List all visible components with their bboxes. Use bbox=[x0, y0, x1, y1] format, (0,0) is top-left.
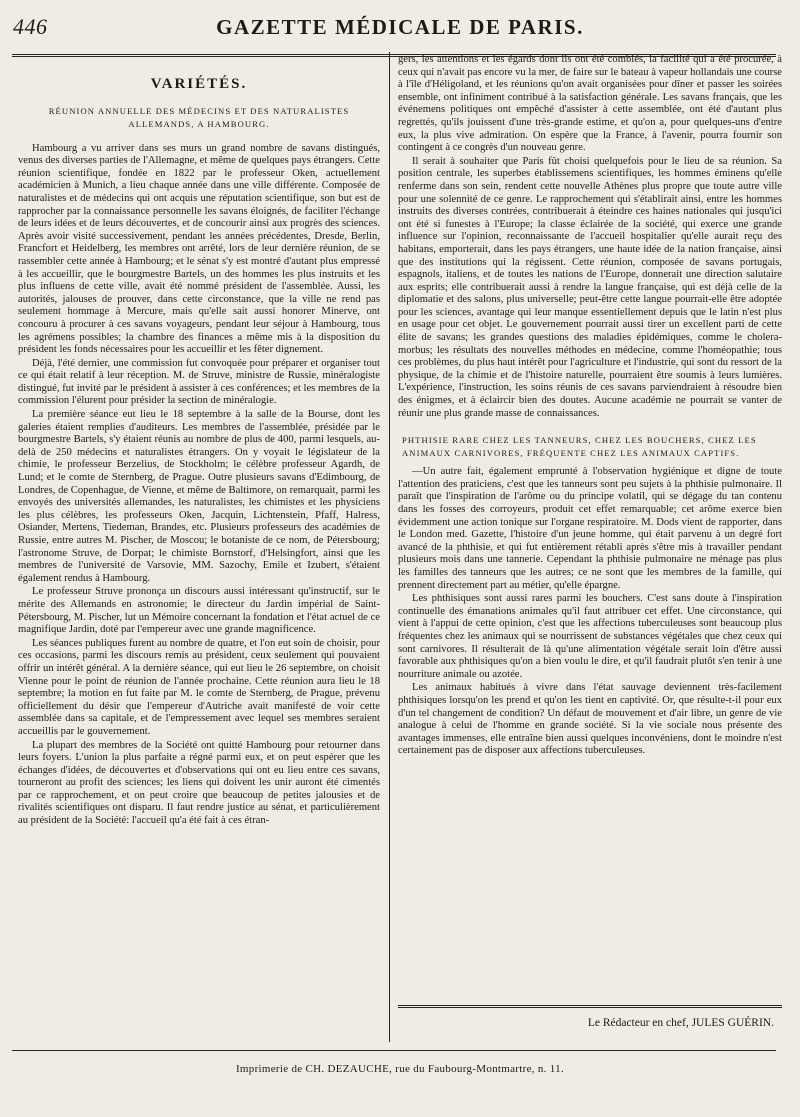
paragraph: —Un autre fait, également emprunté à l'observation hygiénique et digne de toute l'attention des praticiens, c'est que les tanneurs sont peu sujets à la phthisie pulmonaire. Il paraît que l'inspiration de l'arôme ou du principe volatil, qui se dégage du tan contenu dans les fosses des corroyeurs, produit cet effet remarquable; cet arôme exerce bien évidemment une action tonique sur l'organe respiratoire. M. Dods vient de rapporter, dans le London med. Gazette, l'histoire d'un jeune homme, qui était parvenu à un degré fort avancé de la phthisie, et qui fut entièrement rétabli après s'être mis à travailler pendant plusieurs mois dans une tannerie. Cependant la phthisie pulmonaire ne ménage pas plus les familles des tanneurs que les autres; ce ne sont que les membres de la famille, qui prennent directement part au métier, qu'elle épargne. bbox=[398, 466, 782, 591]
paragraph: gers, les attentions et les égards dont ils ont été comblés, la facilité qui a été procurée, à ceux qui n'avait pas encore vu la mer, de faire sur le bateau à vapeur hollandais une course à l'île d'Héligoland, et les réunions qu'on avait organisées pour dîner et passer les soirées ensemble, ont infiniment contribué à la satisfaction générale. Les savans français, que les événemens politiques ont empêché d'assister à cette assemblée, ont été d'autant plus regrettés, qu'ils jouissent d'une très-grande estime, et qu'on a, pour quelques-uns d'entre eux, la plus vive admiration. On espère que la France, à l'avenir, pourra fournir son contingent à ce congrès d'un nouveau genre. bbox=[398, 54, 782, 154]
paragraph: La première séance eut lieu le 18 septembre à la salle de la Bourse, dont les galeries étaient remplies d'auditeurs. Les membres de l'assemblée, présidée par le bourgmestre Bartels, s'y étaient réunis au nombre de plus de 400, parmi lesquels, au-delà de 250 médecins et naturalistes étrangers. On y voyait le législateur de la chimie, le professeur Berzelius, de Stockholm; le célèbre professeur Agardh, de Lund; et le comte de Sternberg, de Prague. Outre plusieurs savans d'Edimbourg, de Londres, de Copenhague, de Vienne, et même de Baltimore, on remarquait, parmi les envoyés des universités allemandes, les naturalistes, les chimistes et les physiciens les plus célèbres, les professeurs Oken, Jacquin, Lichtenstein, Pfaff, Halress, Osiander, Mertens, Tiedeman, Brandes, etc. Plusieurs professeurs des académies de Russie, entre autres M. Pischer, de Moscou; le botaniste de ce nom, de Pétersbourg; l'astronome Struve, de Dorpat; le chimiste Bornstorf, d'Helsingfort, ainsi que les membres de l'université de Varsovie, MM. Sazochy, Emile et Izubert, s'étaient également rendus à Hambourg. bbox=[18, 409, 380, 584]
column-divider bbox=[389, 52, 390, 1042]
closing-rule bbox=[398, 1005, 782, 1008]
paragraph: Les phthisiques sont aussi rares parmi les bouchers. C'est sans doute à l'inspiration continuelle des émanations animales qu'il faut attribuer cet effet. Une circonstance, qui vient à l'appui de cette opinion, c'est que les affections tuberculeuses sont beaucoup plus fréquentes chez les animaux qui se nourrissent de substances végétales que chez ceux qui sont carnivores. Il résulterait de là qu'une alimentation végétale serait loin d'être aussi favorable aux phthisiques qu'on a bien voulu le dire, et qu'il faudrait plutôt s'en tenir à une nourriture animale ou azotée. bbox=[398, 593, 782, 680]
footer-rule bbox=[12, 1050, 776, 1051]
page-number: 446 bbox=[13, 14, 48, 39]
paragraph: Les animaux habitués à vivre dans l'état sauvage deviennent très-facilement phthisiques lorsqu'on les prend et qu'on les tient en captivité. Or, que résulte-t-il pour eux d'un tel changement de condition? Un défaut de mouvement et d'air libre, un genre de vie analogue à celui de l'homme en grande société. Si la vie sociale nous présente des avantages immenses, elle entraîne bien aussi quelques inconvéniens, dont le moindre n'est certainement pas de disposer aux affections tuberculeuses. bbox=[398, 682, 782, 757]
page-header bbox=[0, 10, 800, 46]
article-subtitle: RÉUNION ANNUELLE DES MÉDECINS ET DES NATURALISTES ALLEMANDS, A HAMBOURG. bbox=[48, 105, 350, 129]
left-column bbox=[18, 54, 380, 1039]
right-column bbox=[398, 54, 782, 1019]
printer-imprint: Imprimerie de CH. DEZAUCHE, rue du Faubourg-Montmartre, n. 11. bbox=[235, 1063, 565, 1075]
gazette-title: GAZETTE MÉDICALE DE PARIS. bbox=[216, 15, 584, 39]
article-title: PHTHISIE RARE CHEZ LES TANNEURS, CHEZ LES BOUCHERS, CHEZ LES ANIMAUX CARNIVORES, FRÉQUENTE CHEZ LES ANIMAUX CAPTIFS. bbox=[402, 435, 757, 459]
editor-signature: Le Rédacteur en chef, JULES GUÉRIN. bbox=[587, 1017, 774, 1029]
paragraph: Déjà, l'été dernier, une commission fut convoquée pour préparer et organiser tout ce qui était relatif à leur réception. M. de Struve, ministre de Russie, minéralogiste distingué, fut invité par le président à assister à ces conférences; et les membres de la commission l'élurent pour présider la section de minéralogie. bbox=[18, 357, 380, 407]
paragraph: Il serait à souhaiter que Paris fût choisi quelquefois pour le lieu de sa réunion. Sa position centrale, les superbes établissemens scientifiques, les hommes éminens qu'elle renferme dans son sein, rendent cette nouvelle Athènes plus propre que toute autre ville pour une solennité de ce genre. Le rapprochement qui s'établirait ainsi, entre les hommes instruits des diverses contrées, contribuerait à éteindre ces haines nationales qui jusqu'ici ont été si funestes à l'Europe; la classe éclairée de la société, qui exerce une grande influence sur l'opinion, reconnaissante de l'accueil hospitalier qu'elle aurait reçu des habitans, emporterait, dans les pays étrangers, une haute idée de la nation française, ainsi que des institutions qui la régissent. Cette réunion, composée de savans portugais, espagnols, italiens, et de toutes les nations de l'Europe, donnerait une direction salutaire aux esprits; elle contribuerait aussi à rendre la langue française, qui est déjà celle de la diplomatie et des salons, plus universelle; peut-être cette langue pourrait-elle être adoptée pour les sciences, avantage qui leur manque essentiellement depuis que le latin n'est plus en usage pour cet objet. Le gouvernement pourrait aussi tirer un excellent parti de cette élite de savans; les grandes questions des maladies épidémiques, comme le cholera-morbus; les résultats des nouvelles méthodes en médecine, comme l'homéopathie; tous ces problèmes, du plus haut intérêt pour l'agriculture et l'industrie, qui sont du ressort de la physique, de la chimie et de l'histoire naturelle, pourraient être soumis à leurs lumières. L'expérience, l'instruction, les soins réunis de ces savans parviendraient à résoudre bien des énigmes, et à éclaircir bien des doutes. Aucune académie ne pourrait se vanter de réunir une plus grande masse de connaissances. bbox=[398, 155, 782, 419]
paragraph: Le professeur Struve prononça un discours aussi intéressant qu'instructif, sur le mérite des Allemands en astronomie; le directeur du Jardin impérial de Saint-Pétersbourg, M. Pischer, lut un Mémoire concernant la fondation et l'état actuel de ce magnifique Jardin, doté par l'empereur avec une grande magnificence. bbox=[18, 586, 380, 636]
paragraph: La plupart des membres de la Société ont quitté Hambourg pour retourner dans leurs foyers. L'union la plus parfaite a régné parmi eux, et on peut espérer que les échanges d'idées, de découvertes et d'observations qui ont eu lieu entre ces savans, tourneront au profit des sciences; les liens qui doivent les unir auront été cimentés par ce rapprochement, et on peut croire que beaucoup de petites jalousies et de rivalités scientifiques ont disparu. Il faut rendre justice au sénat, et particulièrement au président de la Société: l'accueil qu'a été fait à ces étran- bbox=[18, 739, 380, 827]
section-title: VARIÉTÉS. bbox=[150, 76, 248, 92]
paragraph: Les séances publiques furent au nombre de quatre, et l'on eut soin de choisir, pour ces occasions, parmi les discours remis au président, ceux seulement qui pouvaient offrir un intérêt général. A la dernière séance, qui eut lieu le 26 septembre, on choisit Vienne pour le point de réunion de l'année prochaine. Cette réunion aura lieu le 18 septembre; la motion en fut faite par M. le comte de Sternberg, de Prague, prévenu officiellement du désir que l'empereur d'Autriche avait manifesté de voir cette assemblée dans sa capitale, et de l'empressement avec lequel ses membres seraient accueillis par le gouvernement. bbox=[18, 637, 380, 737]
paragraph: Hambourg a vu arriver dans ses murs un grand nombre de savans distingués, venus des diverses parties de l'Allemagne, et même de quelques pays étrangers. Cette réunion scientifique, fondée en 1822 par le professeur Oken, actuellement académicien à Munich, a lieu chaque année dans une ville différente. Composée de naturalistes et de médecins qui ont acquis une réputation scientifique, son but est de rapprocher par la connaissance personnelle les savans éloignés, de faciliter l'échange de leurs idées et de leurs découvertes, et de concourir ainsi aux progrès des sciences. Après avoir visité successivement, pendant les années précédentes, Dresde, Berlin, Francfort et Heidelberg, les membres ont arrêté, lors de leur dernière réunion, de se rassembler cette année à Hambourg; et le sénat s'y est montré d'autant plus empressé à les accueillir, que le bourgmestre Bartels, un des hommes les plus instruits et les plus influens de cette ville, avait été nommé président de l'assemblée. Aussi, les autorités, jalouses de prouver, dans cette circonstance, que la ville ne rend pas seulement hommage à Mercure, mais qu'elle sait aussi honorer Minerve, ont concouru à procurer à ces savans voyageurs, pendant leur séjour à Hambourg, tous les agrémens possibles; la chambre des finances a même mis à la disposition du président les fonds nécessaires pour les accueillir et les fêter dignement. bbox=[18, 142, 380, 356]
